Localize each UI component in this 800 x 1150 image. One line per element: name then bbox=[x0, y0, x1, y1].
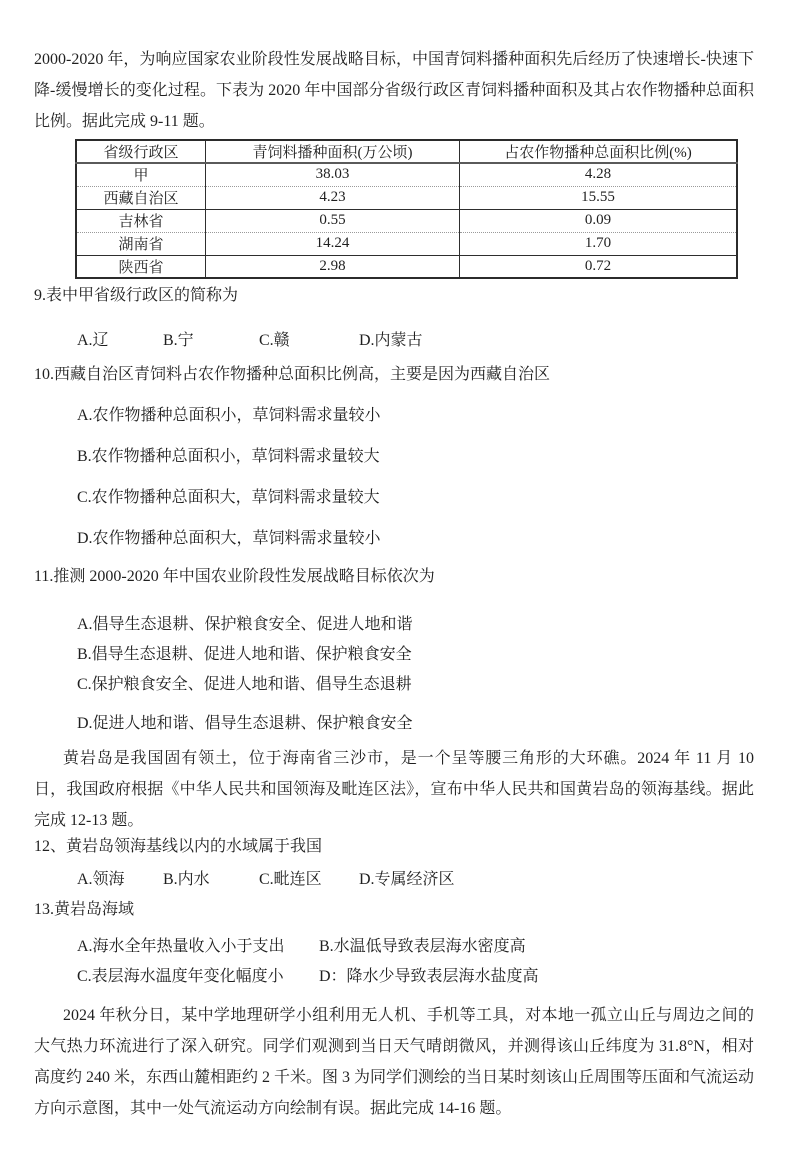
option-12-D: D.专属经济区 bbox=[359, 871, 455, 888]
option-11-C: C.保护粮食安全、促进人地和谐、倡导生态退耕 bbox=[77, 676, 412, 693]
question-13-stem: 黄岩岛海域 bbox=[54, 901, 135, 918]
question-13-options bbox=[34, 936, 754, 987]
option-9-C: C.赣 bbox=[259, 332, 290, 349]
column-header-sown-area: 青饲料播种面积(万公顷) bbox=[206, 140, 460, 163]
option-11-B: B.倡导生态退耕、促进人地和谐、保护粮食安全 bbox=[77, 646, 412, 663]
question-9-number: 9. bbox=[34, 287, 46, 304]
cell-province: 陕西省 bbox=[118, 259, 164, 276]
option-13-D: D：降水少导致表层海水盐度高 bbox=[319, 968, 539, 985]
option-10-D: D.农作物播种总面积大，草饲料需求量较小 bbox=[77, 530, 381, 547]
column-header-ratio: 占农作物播种总面积比例(%) bbox=[460, 140, 738, 163]
cell-sown-area: 0.55 bbox=[206, 209, 460, 232]
question-13 bbox=[34, 899, 754, 920]
table-header-row bbox=[76, 140, 737, 163]
option-12-B: B.内水 bbox=[163, 871, 210, 888]
intro-paragraph-1: 2000-2020 年，为响应国家农业阶段性发展战略目标，中国青饲料播种面积先后经历了快速增长-快速下降-缓慢增长的变化过程。下表为 2020 年中国部分省级行政区青饲料播种面积及其占农作物播种总面积比例。据此完成 9-11 题。 bbox=[34, 51, 754, 130]
fodder-area-table bbox=[75, 139, 738, 279]
question-10 bbox=[34, 364, 754, 385]
cell-ratio: 4.28 bbox=[460, 163, 738, 186]
question-10-number: 10. bbox=[34, 366, 54, 383]
option-9-A: A.辽 bbox=[77, 332, 109, 349]
cell-ratio: 0.09 bbox=[460, 209, 738, 232]
question-13-options-row-1 bbox=[34, 936, 754, 957]
intro-paragraph-3: 2024 年秋分日，某中学地理研学小组利用无人机、手机等工具，对本地一孤立山丘与周边之间的大气热力环流进行了深入研究。同学们观测到当日天气晴朗微风，并测得该山丘纬度为 31.8°N，相对高度约 240 米，东西山麓相距约 2 千米。图 3 为同学们测绘的当日某时刻该山丘周围等压面和气流运动方向示意图，其中一处气流运动方向绘制有误。据此完成 14-16 题。 bbox=[34, 1007, 755, 1117]
option-11-D: D.促进人地和谐、倡导生态退耕、保护粮食安全 bbox=[77, 715, 413, 732]
cell-province: 湖南省 bbox=[118, 237, 164, 253]
question-12-stem: 黄岩岛领海基线以内的水域属于我国 bbox=[66, 838, 323, 855]
option-11-A: A.倡导生态退耕、保护粮食安全、促进人地和谐 bbox=[77, 616, 413, 633]
question-11-stem: 推测 2000-2020 年中国农业阶段性发展战略目标依次为 bbox=[53, 568, 435, 585]
option-10-A: A.农作物播种总面积小，草饲料需求量较小 bbox=[77, 407, 381, 424]
table-row bbox=[76, 232, 737, 255]
table-row bbox=[76, 255, 737, 278]
column-header-province: 省级行政区 bbox=[103, 145, 179, 161]
cell-province: 西藏自治区 bbox=[103, 191, 179, 207]
question-13-options-row-2 bbox=[34, 966, 754, 987]
option-10-C: C.农作物播种总面积大，草饲料需求量较大 bbox=[77, 489, 380, 506]
option-13-B: B.水温低导致表层海水密度高 bbox=[319, 938, 526, 955]
question-11-number: 11. bbox=[34, 568, 54, 585]
question-9-stem: 表中甲省级行政区的简称为 bbox=[46, 287, 239, 304]
question-11 bbox=[34, 566, 754, 587]
cell-sown-area: 4.23 bbox=[206, 186, 460, 209]
option-12-A: A.领海 bbox=[77, 871, 125, 888]
intro-paragraph-2: 黄岩岛是我国固有领土，位于海南省三沙市，是一个呈等腰三角形的大环礁。2024 年 11 月 10 日，我国政府根据《中华人民共和国领海及毗连区法》，宣布中华人民共和国黄岩岛的领海基线。据此完成 12-13 题。 bbox=[34, 750, 754, 829]
option-9-D: D.内蒙古 bbox=[359, 332, 423, 349]
question-11-options bbox=[34, 614, 754, 734]
table-row bbox=[76, 186, 737, 209]
cell-sown-area: 38.03 bbox=[206, 163, 460, 186]
cell-ratio: 15.55 bbox=[460, 186, 738, 209]
option-12-C: C.毗连区 bbox=[259, 871, 322, 888]
option-10-B: B.农作物播种总面积小，草饲料需求量较大 bbox=[77, 448, 380, 465]
table-row bbox=[76, 209, 737, 232]
cell-province: 甲 bbox=[133, 168, 149, 185]
cell-ratio: 1.70 bbox=[460, 232, 738, 255]
option-13-C: C.表层海水温度年变化幅度小 bbox=[77, 968, 284, 985]
question-12 bbox=[34, 836, 754, 857]
question-10-stem: 西藏自治区青饲料占农作物播种总面积比例高，主要是因为西藏自治区 bbox=[54, 366, 551, 383]
table-row bbox=[76, 163, 737, 186]
question-10-options bbox=[34, 405, 754, 549]
question-12-number: 12、 bbox=[34, 838, 67, 855]
cell-province: 吉林省 bbox=[118, 214, 164, 230]
option-13-A: A.海水全年热量收入小于支出 bbox=[77, 938, 285, 955]
cell-sown-area: 2.98 bbox=[206, 255, 460, 278]
question-9-options bbox=[34, 330, 754, 351]
question-13-number: 13. bbox=[34, 901, 54, 918]
question-12-options bbox=[34, 869, 754, 890]
cell-ratio: 0.72 bbox=[460, 255, 738, 278]
cell-sown-area: 14.24 bbox=[206, 232, 460, 255]
option-9-B: B.宁 bbox=[163, 332, 194, 349]
question-9 bbox=[34, 285, 754, 306]
